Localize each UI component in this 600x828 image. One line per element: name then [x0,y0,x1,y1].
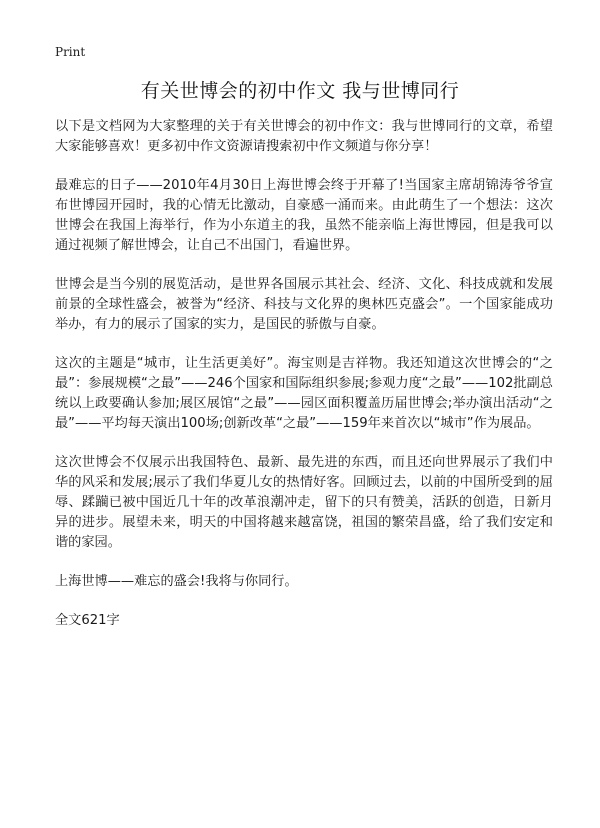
document-title: 有关世博会的初中作文 我与世博同行 [140,80,460,102]
document-body [55,117,553,650]
word-count: 全文621字 [55,613,120,628]
body-paragraph: 这次世博会不仅展示出我国特色、最新、最先进的东西，而且还向世界展示了我们中华的风采和发展;展示了我们华夏儿女的热情好客。回顾过去，以前的中国所受到的屈辱、蹂躏已被中国近几十年的改革浪潮冲走，留下的只有赞美，活跃的创造，日新月异的进步。展望未来，明天的中国将越来越富饶，祖国的繁荣昌盛，给了我们安定和谐的家园。 [55,455,553,550]
body-paragraph: 最难忘的日子——2010年4月30日上海世博会终于开幕了!当国家主席胡锦涛爷爷宣布世博园开园时，我的心情无比激动，自豪感一涌而来。由此萌生了一个想法：这次世博会在我国上海举行，作为小东道主的我，虽然不能亲临上海世博园，但是我可以通过视频了解世博会，让自己不出国门，看遍世界。 [55,178,553,253]
body-paragraph: 世博会是当今别的展览活动，是世界各国展示其社会、经济、文化、科技成就和发展前景的全球性盛会，被誉为“经济、科技与文化界的奥林匹克盛会”。一个国家能成功举办，有力的展示了国家的实力，是国民的骄傲与自豪。 [55,277,553,332]
print-link[interactable]: Print [55,45,86,59]
body-paragraph: 这次的主题是“城市，让生活更美好”。海宝则是吉祥物。我还知道这次世博会的“之最”：参展规模“之最”——246个国家和国际组织参展;参观力度“之最”——102批副总统以上政要确认参加;展区展馆“之最”——园区面积覆盖历届世博会;举办演出活动“之最”——平均每天演出100场;创新改革“之最”——159年来首次以“城市”作为展品。 [55,356,553,431]
closing-paragraph: 上海世博——难忘的盛会!我将与你同行。 [55,574,298,589]
intro-paragraph: 以下是文档网为大家整理的关于有关世博会的初中作文：我与世博同行的文章，希望大家能够喜欢！更多初中作文资源请搜索初中作文频道与你分享！ [55,119,553,154]
